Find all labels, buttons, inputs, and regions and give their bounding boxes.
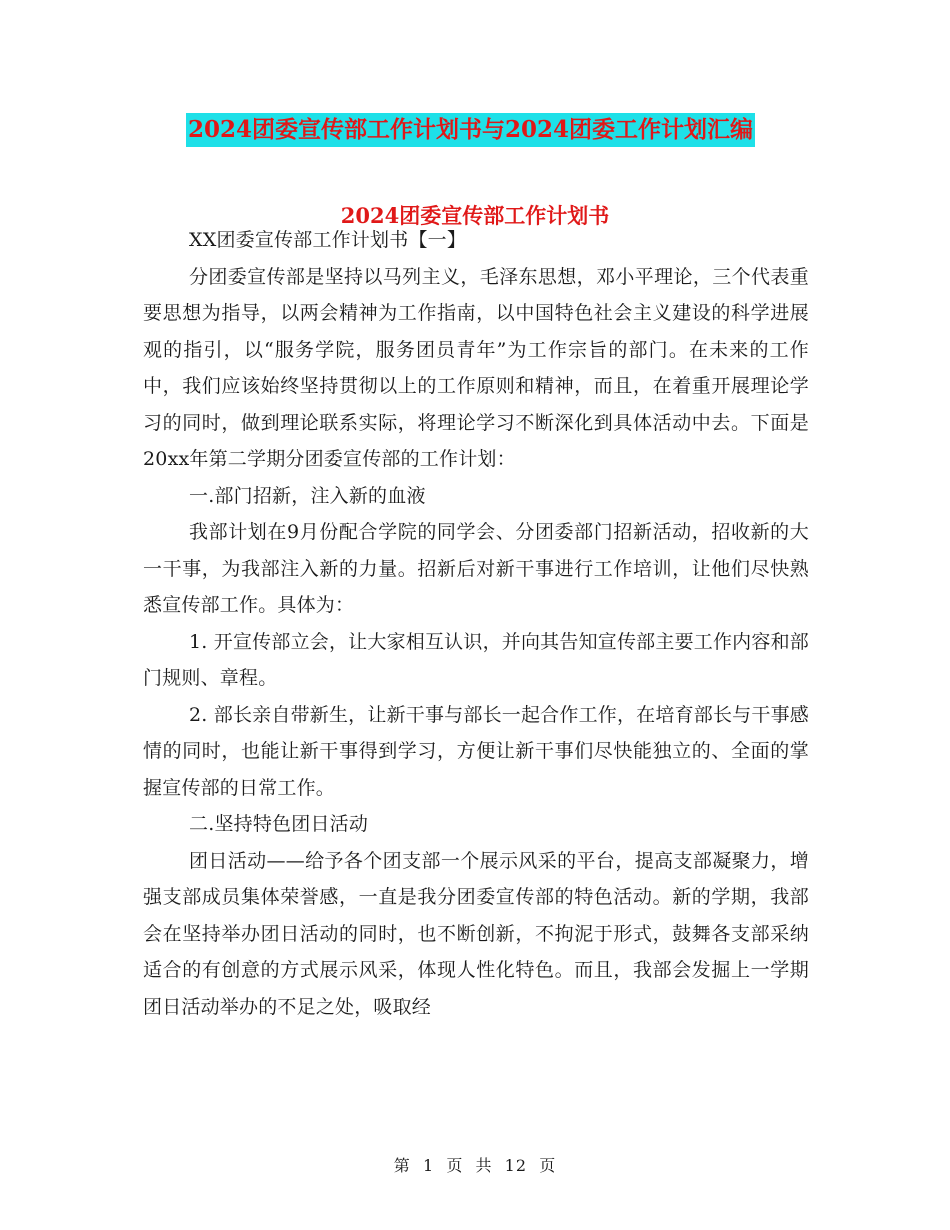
paragraph: 我部计划在9月份配合学院的同学会、分团委部门招新活动，招收新的大一干事，为我部注入新的力量。招新后对新干事进行工作培训，让他们尽快熟悉宣传部工作。具体为： — [143, 521, 809, 616]
document-main-title: 2024团委宣传部工作计划书与2024团委工作计划汇编 — [186, 113, 755, 147]
paragraph: 一.部门招新，注入新的血液 — [189, 484, 426, 507]
document-body — [143, 222, 809, 1025]
page-number-footer: 第 1 页 共 12 页 — [393, 1156, 557, 1175]
paragraph: 团日活动——给予各个团支部一个展示风采的平台，提高支部凝聚力，增强支部成员集体荣誉感，一直是我分团委宣传部的特色活动。新的学期，我部会在坚持举办团日活动的同时，也不断创新，不拘泥于形式，鼓舞各支部采纳适合的有创意的方式展示风采，体现人性化特色。而且，我部会发掘上一学期团日活动举办的不足之处，吸取经 — [143, 849, 809, 1018]
paragraph: 1. 开宣传部立会，让大家相互认识，并向其告知宣传部主要工作内容和部门规则、章程。 — [143, 630, 809, 689]
paragraph: XX团委宣传部工作计划书【一】 — [189, 229, 467, 251]
section-title: 2024团委宣传部工作计划书 — [340, 203, 610, 228]
paragraph: 2. 部长亲自带新生，让新干事与部长一起合作工作，在培育部长与干事感情的同时，也能让新干事得到学习，方便让新干事们尽快能独立的、全面的掌握宣传部的日常工作。 — [143, 703, 809, 799]
paragraph: 二.坚持特色团日活动 — [189, 813, 369, 835]
paragraph: 分团委宣传部是坚持以马列主义，毛泽东思想，邓小平理论，三个代表重要思想为指导，以两会精神为工作指南，以中国特色社会主义建设的科学进展观的指引，以“服务学院，服务团员青年”为工作宗旨的部门。在未来的工作中，我们应该始终坚持贯彻以上的工作原则和精神，而且，在着重开展理论学习的同时，做到理论联系实际，将理论学习不断深化到具体活动中去。下面是20xx年第二学期分团委宣传部的工作计划： — [143, 265, 809, 470]
